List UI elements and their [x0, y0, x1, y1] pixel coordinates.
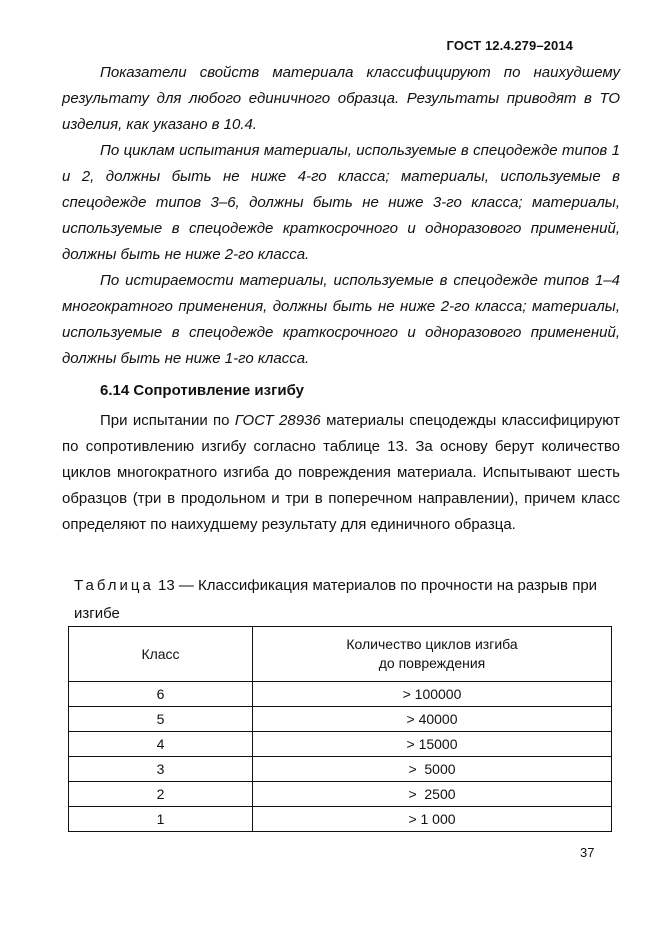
class-cell: 1: [69, 807, 253, 832]
table-caption: [74, 572, 614, 628]
cycles-cell: > 15000: [253, 732, 612, 757]
cycles-cell: > 1 000: [253, 807, 612, 832]
classification-table: [68, 626, 612, 832]
table-caption-label: Таблица: [74, 577, 154, 594]
table-row: [69, 707, 612, 732]
class-cell: 3: [69, 757, 253, 782]
table-header-row: [69, 627, 612, 682]
class-cell: 2: [69, 782, 253, 807]
class-cell: 4: [69, 732, 253, 757]
section-title: 6.14 Сопротивление изгибу: [100, 382, 304, 399]
paragraph-bending-resistance: [62, 408, 620, 538]
class-cell: 5: [69, 707, 253, 732]
table-row: [69, 732, 612, 757]
cycles-cell: > 40000: [253, 707, 612, 732]
table-row: [69, 757, 612, 782]
table-caption-text: — Классификация материалов по прочности на разрыв при изгибе: [74, 577, 598, 622]
table-row: [69, 807, 612, 832]
section-body-start: При испытании по: [100, 412, 235, 429]
column-header-class: Класс: [69, 627, 253, 682]
cycles-cell: > 100000: [253, 682, 612, 707]
paragraph-test-cycles: По циклам испытания материалы, используемые в спецодежде типов 1 и 2, должны быть не ниже 4-го класса; материалы, используемые в спецодежде типов 3–6, должны быть не ниже 3-го класса; материалы, используемые в спецодежде краткосрочного и одноразового применений, должны быть не ниже 2-го класса.: [62, 142, 620, 263]
document-code-header: ГОСТ 12.4.279–2014: [446, 38, 573, 53]
cycles-cell: > 2500: [253, 782, 612, 807]
table-row: [69, 682, 612, 707]
class-cell: 6: [69, 682, 253, 707]
column-header-cycles: [253, 627, 612, 682]
table-caption-number: 13: [153, 577, 175, 594]
page-number: 37: [580, 845, 595, 860]
standard-reference-link: ГОСТ 28936: [234, 412, 321, 429]
table-row: [69, 782, 612, 807]
column-header-cycles-line2: до повреждения: [378, 655, 486, 671]
paragraph-abrasion: По истираемости материалы, используемые в спецодежде типов 1–4 многократного применения, должны быть не ниже 2-го класса; материалы, используемые в спецодежде краткосрочного и одноразового применений, должны быть не ниже 1-го класса.: [62, 272, 620, 367]
cycles-cell: > 5000: [253, 757, 612, 782]
column-header-cycles-line1: Количество циклов изгиба: [346, 636, 518, 652]
paragraph-classification-result: Показатели свойств материала классифицируют по наихудшему результату для любого единичного образца. Результаты приводят в ТО изделия, как указано в 10.4.: [62, 64, 620, 133]
section-body-end: материалы спецодежды классифицируют по сопротивлению изгибу согласно таблице 13. За основу берут количество циклов многократного изгиба до повреждения материала. Испытывают шесть образцов (три в продольном и три в поперечном направлении), причем класс определяют по наихудшему результату для единичного образца.: [62, 412, 620, 533]
